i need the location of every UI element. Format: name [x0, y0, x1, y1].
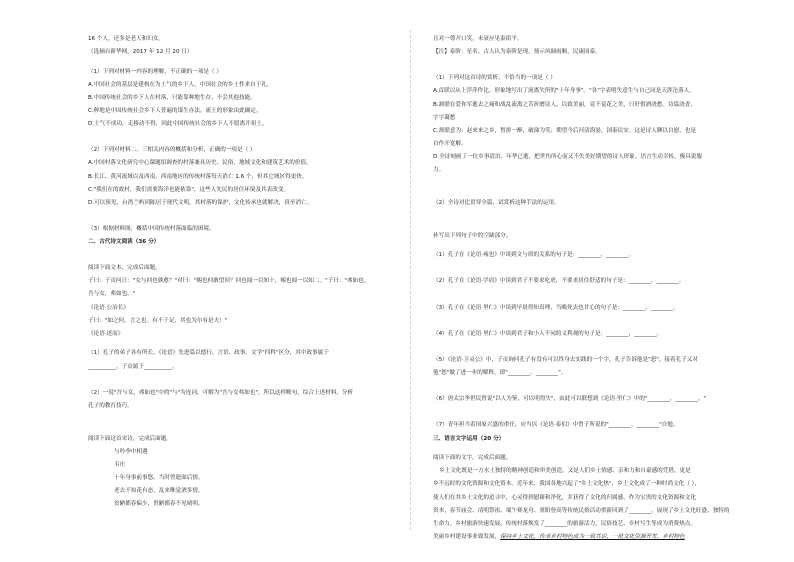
left-text-line	[88, 501, 204, 508]
line-text: 贫陋都春偏少，贵陋都春不见晴明。	[114, 501, 204, 508]
right-text-line	[433, 396, 706, 403]
right-text-line	[433, 75, 556, 82]
left-text-line	[88, 147, 256, 154]
line-text: C.种地是中国传统社会乡下人普遍的谋生办法，流土的形象由此确定。	[88, 108, 262, 115]
line-text: 美丽乡村建设事业致发展，	[433, 533, 501, 540]
left-text-line	[88, 160, 312, 167]
line-text: C."我们在的故村，我们需要海洋也能依靠"，这些人先民的居住环境及其表改变。	[88, 186, 290, 193]
line-text: A.中国村落文化研究中心课题组调查的村落兼具历史、民俗，地域文化和建筑艺术的价值。	[88, 160, 312, 167]
line-text: 老去不知花有态，乱来唯觉酒多情。	[114, 487, 204, 494]
right-text-line	[433, 200, 560, 207]
line-text: （4）孔子在《论语·里仁》中谈到君子和小人不同的义利观的句子是：________，________。	[433, 330, 663, 337]
line-text: （2）孔子在《论语·学而》中谈到君子不要求吃虐，不要求居住舒适的句子是：________，________。	[433, 278, 685, 285]
line-text: 《论语·公冶长》	[88, 304, 129, 311]
right-text-line	[433, 331, 662, 338]
left-text-line	[88, 331, 123, 338]
line-text: 三、语言文字运用（20 分）	[433, 435, 505, 442]
right-text-line	[433, 49, 601, 56]
right-text-line	[433, 422, 678, 429]
right-text-line	[433, 521, 696, 528]
line-text: （7）青年担当着国家兴盛的重任，应当以《论语·泰伯》中曾子所说的"________，________"自勉。	[433, 422, 679, 429]
line-text: 且对一尊开口笑，未衰应见泰街平。	[433, 36, 523, 42]
line-text: 他"恕"做了进一步的解释，即"________，________"。	[433, 370, 567, 377]
line-text: A.首联以从上浮萍作比，形象地写出了流离失所的"十年身事"。"各"字表明失意生与自己同是天涯沦落人。	[433, 88, 695, 95]
line-text: （1）孔子在《论语·雍也》中谈到文与质的关系的句子是：________，________。	[433, 252, 635, 259]
left-text-line	[88, 291, 135, 298]
right-text-line	[433, 141, 467, 148]
left-text-line	[88, 403, 133, 410]
line-text: （2）下列对材料二、三相关内容的概括和分析，正确的一项是（ ）	[88, 147, 256, 154]
line-text: D.全诗刻画了一位乡事清泊、年华已逝，把世伤所心而又不失美好期望的诗人形象。语言生动幸转，极具说服	[433, 153, 702, 160]
left-text-line	[88, 488, 204, 495]
right-text-line	[433, 305, 679, 312]
left-text-line	[88, 82, 273, 89]
line-text: 子曰：子贡问日："女与回也孰愈？"对曰："赐也何敢望回？回也闻一以知十，赐也闻一以知二。"子曰："弗如也。	[88, 278, 370, 285]
line-text: 乡土文化既是一方水土独特的精神创造和审美创造，又是人们乡土情感、亲和力和自豪感的凭借，更是	[439, 468, 691, 475]
line-text: （1）下列对这首诗的赏析，不恰当的一项是（ ）	[433, 75, 556, 82]
left-text-line	[88, 95, 256, 102]
right-text-line	[433, 370, 566, 377]
line-text: 16 个人，还多是老人和妇女。	[88, 36, 165, 42]
left-text-line	[88, 318, 227, 325]
right-text-line	[433, 36, 523, 43]
right-text-line	[433, 508, 729, 515]
left-text-line	[88, 36, 164, 43]
right-text-line	[433, 278, 684, 285]
right-text-line	[433, 468, 691, 475]
left-text-line	[88, 475, 204, 482]
left-text-line	[88, 121, 268, 128]
right-text-line	[433, 436, 504, 443]
left-text-line	[88, 364, 178, 371]
left-text-line	[88, 462, 125, 469]
left-text-line	[88, 49, 193, 56]
right-text-line	[433, 357, 698, 364]
left-text-line	[88, 449, 148, 456]
line-text: 生命力。乡村旅游快速发展，传统村落焕发了________的旅游活力，民俗技艺、乡村写生等成为消费热点。	[433, 520, 696, 527]
line-text: （选摘自新华网，2017 年 12 月 20 日）	[88, 49, 193, 56]
line-text: 使人们在其乡土文化的追寻中，心灵得到慰藉和净化，并获得了文化的归属感。作为宝贵的文化资源和文化	[433, 494, 696, 501]
right-text-line	[433, 128, 696, 135]
line-text: 十年身事前事悠，当时曾逝面后情。	[114, 474, 204, 481]
right-text-line	[433, 233, 511, 240]
line-text: D.土气不成功，走移动不得，因此中国传统社会的乡下人不愿离开祖土。	[88, 121, 268, 128]
right-text-line	[433, 115, 455, 122]
left-text-line	[88, 226, 215, 233]
line-text: 子曰："如之何，言之也。有不于足，其也为尔有是夫！"	[88, 317, 228, 324]
line-text: 《论语·述而》	[88, 330, 124, 337]
line-text: C.颈联意为：赵来来之乡，暂拼一醉，破涕为笑；期望今后河清海晏，国泰民安。这是诗人聊以自慰，也是	[433, 127, 696, 134]
left-text-line	[88, 265, 161, 272]
line-text: 阅读下面的文字，完成后面题。	[433, 455, 512, 462]
line-text: （3）根据材料图，概括中国传统村落面临的困境。	[88, 225, 215, 232]
right-text-line	[433, 252, 634, 259]
left-text-line	[88, 108, 262, 115]
line-text: （2）全诗对比贯穿全篇，试赏析这种手法的运用。	[433, 199, 560, 206]
column-divider	[410, 30, 411, 530]
line-text: 【注】泰阶：星名。古人认为泰阶是现，预示风调雨顺，民康国泰。	[433, 49, 601, 56]
left-text-line	[88, 350, 329, 357]
line-text: （2）一说"吾与女，弗如也"中的"与"为连词，可解为"吾与女弗如也"，所以这样断句。综合上述材料，分析	[88, 389, 354, 396]
line-text: （6）唐太宗李世民曾说"以人为鉴，可以明得失"，由此可以联想到《论语·里仁》中的"________，________。"	[433, 396, 706, 403]
line-text: 资本，春节庙会、清明祭祖、端午赛龙舟、重阳登高等传统民俗活动重新回到了________，展现了乡土文化旺盛、独特的	[433, 507, 730, 514]
line-text: 吾与女，弗如也。"	[88, 291, 136, 298]
left-text-line	[88, 187, 289, 194]
line-text: D.可以预见，台湾兰屿因陈居于现代文明，其村落的保护、文化传承也就解决，真至消亡。	[88, 199, 313, 206]
left-text-line	[88, 305, 129, 312]
left-text-line	[88, 69, 222, 76]
right-text-line	[433, 534, 685, 541]
line-text: B.中国传统社会的乡下人在村落，只能靠种地生存，不会其他技能。	[88, 94, 256, 101]
line-text: 与吟李中相遇	[114, 448, 148, 455]
line-text: A.中国社会的基层是建构在为土气的乡下人，中国社会的乡土性来自于礼。	[88, 81, 273, 88]
right-text-line	[433, 154, 702, 161]
line-text: 力。	[433, 167, 445, 173]
left-text-line	[88, 239, 159, 246]
right-text-line	[433, 481, 700, 488]
line-text: 字字凝愁	[433, 114, 456, 121]
line-text: （3）孔子在《论语·里仁》中谈到早晨得知真理，当晚死去也甘心的句子是：________，________。	[433, 304, 679, 311]
line-text: B.颔联在爱你军逝去之痛和战乱流离之苦折磨诗人，以致美丽，竟不觉花之美，只好借酒浇愁。诗篇浇香，	[433, 101, 696, 108]
line-text: 阅读下面文本，完成后面题。	[88, 265, 161, 272]
line-text: （1）下列对材料一内容的理解，不正确的一项是（ ）	[88, 68, 222, 75]
line-text: __________，子贡属于__________。	[88, 363, 178, 370]
left-text-line	[88, 200, 312, 207]
left-text-line	[88, 278, 369, 285]
right-text-line	[433, 102, 696, 109]
line-text: （1）孔子的弟子各有所长，《论语》先进篇以德行、言语、政事、文学"四科"区分，其中政事属于	[88, 350, 329, 357]
right-text-line	[433, 88, 695, 95]
line-text: （5）《论语·卫灵公》中，子贡询问孔子有没有可以终身去实践的一个字，孔子告诉他是"恕"，接着孔子又对	[433, 356, 698, 363]
left-text-line	[88, 436, 172, 443]
line-text: B.长江、黄河流域以及西南、西南地区的传统村落每天消亡 1.6 个，但其它域区得更快。	[88, 173, 308, 180]
right-text-line	[433, 167, 444, 174]
left-text-line	[88, 390, 353, 397]
line-text: 乡不远时的文化资源和文化资本。近年来，我国各地兴起了"乡土文化热"，乡土文化成了一种时尚文化（ ），	[433, 481, 701, 488]
right-text-line	[433, 495, 696, 502]
left-text-line	[88, 174, 307, 181]
right-text-line	[433, 455, 511, 462]
line-text: 补写出下列句子中的空缺部分。	[433, 232, 512, 239]
line-text: 自作开宽解。	[433, 140, 467, 147]
line-text: 阅读下面这首宋诗，完成后面题。	[88, 435, 172, 442]
underlined-text: 保持乡土文化，传承乡村特色成为一致共识，一批文化资源开发、乡村特色	[500, 533, 685, 540]
line-text: 孔子的教育技巧。	[88, 402, 133, 409]
line-text: 韦庄	[114, 461, 126, 468]
line-text: 二、古代诗文阅读（36 分）	[88, 239, 160, 246]
